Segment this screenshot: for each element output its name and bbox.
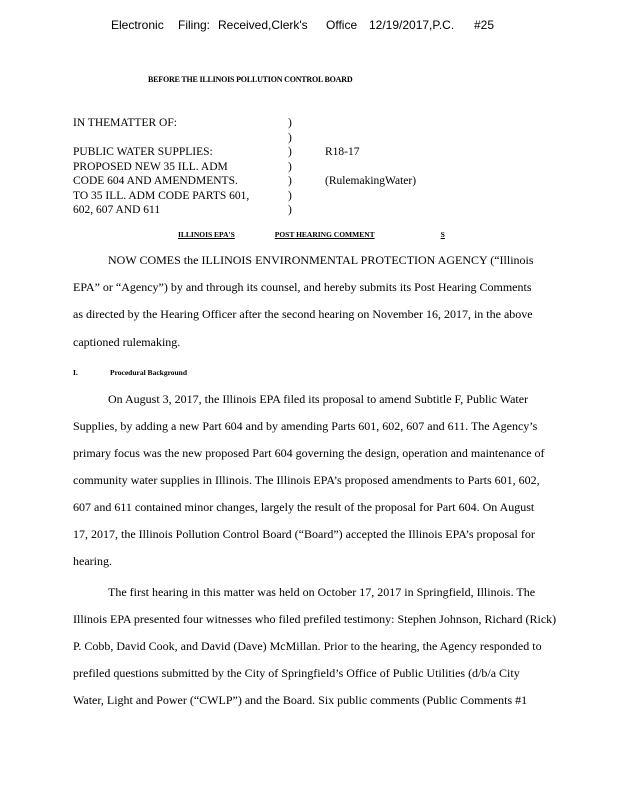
text-line: P. Cobb, David Cook, and David (Dave) McMillan. Prior to the hearing, the Agency responded to	[73, 639, 542, 653]
text-line: The first hearing in this matter was held on October 17, 2017 in Springfield, Illinois. The	[108, 585, 536, 599]
text-line: Supplies, by adding a new Part 604 and by amending Parts 601, 602, 607 and 611. The Agency’s	[73, 419, 538, 433]
paren: )	[288, 117, 292, 129]
text-line: Water, Light and Power (“CWLP”) and the Board. Six public comments (Public Comments #1	[73, 693, 528, 707]
text-line: 17, 2017, the Illinois Pollution Control Board (“Board”) accepted the Illinois EPA’s proposal for	[73, 527, 535, 541]
caption-matter	[73, 116, 283, 218]
caption-line: PUBLIC WATER SUPPLIES:	[73, 146, 213, 158]
text-line: EPA” or “Agency”) by and through its counsel, and hereby submits its Post Hearing Comments	[73, 280, 532, 294]
text-line: as directed by the Hearing Officer after the second hearing on November 16, 2017, in the above	[73, 307, 533, 321]
case-number: R18-17	[325, 146, 360, 158]
text-line: primary focus was the new proposed Part 604 governing the design, operation and maintenance of	[73, 446, 545, 460]
text-line: On August 3, 2017, the Illinois EPA filed its proposal to amend Subtitle F, Public Water	[108, 392, 529, 406]
caption-line: 602, 607 AND 611	[73, 204, 161, 216]
header-received: Received,Clerk's	[218, 18, 308, 32]
header-filing: Filing:	[178, 18, 211, 32]
header-number: #25	[474, 18, 495, 32]
text-line: NOW COMES the ILLINOIS ENVIRONMENTAL PROTECTION AGENCY (“Illinois	[108, 253, 534, 267]
paren: )	[288, 189, 292, 202]
caption-parens	[288, 116, 292, 218]
text-line: captioned rulemaking.	[73, 335, 181, 349]
paren: )	[288, 175, 292, 187]
case-type: (RulemakingWater)	[325, 175, 417, 187]
header-electronic: Electronic	[111, 18, 164, 32]
title-part: ILLINOIS EPA'S	[178, 230, 235, 239]
paren: )	[288, 160, 292, 173]
caption-case-info	[325, 116, 416, 189]
caption-line: PROPOSED NEW 35 ILL. ADM	[73, 160, 228, 173]
header-date: 12/19/2017,P.C.	[369, 18, 455, 32]
section-title: Procedural Background	[110, 368, 188, 377]
text-line: Illinois EPA presented four witnesses who filed prefiled testimony: Stephen Johnson, Richard (Rick)	[73, 612, 557, 626]
text-line: hearing.	[73, 554, 112, 568]
caption-line	[73, 131, 283, 146]
caption-line: TO 35 ILL. ADM CODE PARTS 601,	[73, 189, 250, 202]
section-number: I.	[73, 368, 78, 377]
paren: )	[288, 131, 292, 144]
caption-line: CODE 604 AND AMENDMENTS.	[73, 175, 238, 187]
title-part: S	[440, 230, 445, 239]
paren: )	[288, 146, 292, 158]
text-line: 607 and 611 contained minor changes, largely the result of the proposal for Part 604. On August	[73, 500, 535, 514]
text-line: community water supplies in Illinois. The Illinois EPA’s proposed amendments to Parts 601, 602,	[73, 473, 540, 487]
document-title	[178, 230, 445, 239]
caption-line: IN THEMATTER OF:	[73, 117, 177, 129]
text-line: prefiled questions submitted by the City of Springfield’s Office of Public Utilities (d/b/a City	[73, 666, 520, 680]
header-office: Office	[326, 18, 358, 32]
title-part: POST HEARING COMMENT	[274, 230, 375, 239]
paren: )	[288, 204, 292, 216]
board-heading: BEFORE THE ILLINOIS POLLUTION CONTROL BOARD	[148, 75, 353, 84]
